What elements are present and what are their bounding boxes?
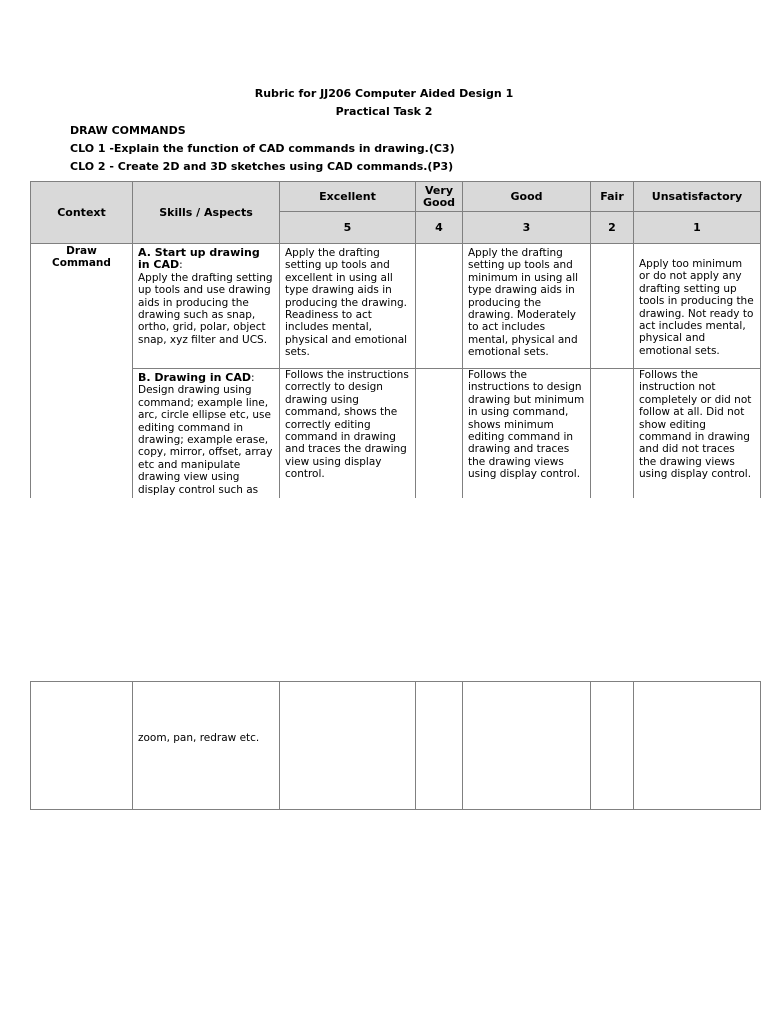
fair-cell bbox=[591, 369, 634, 499]
context-cell bbox=[31, 244, 133, 499]
document-subtitle: Practical Task 2 bbox=[335, 105, 433, 118]
good-cell bbox=[463, 682, 591, 810]
skill-title: A. Start up drawing in CAD bbox=[138, 246, 260, 272]
skill-description: Apply the drafting setting up tools and use drawing aids in producing the drawing such as snap, ortho, grid, polar, object snap, xyz filter and UCS. bbox=[138, 271, 273, 346]
table-row bbox=[31, 682, 761, 810]
unsatisfactory-cell bbox=[634, 244, 761, 369]
skill-cell bbox=[133, 244, 280, 369]
excellent-cell bbox=[280, 244, 416, 369]
section-heading: DRAW COMMANDS bbox=[70, 124, 186, 137]
document-title: Rubric for JJ206 Computer Aided Design 1 bbox=[254, 87, 514, 100]
very-good-cell bbox=[416, 682, 463, 810]
score-fair: 2 bbox=[591, 212, 634, 244]
header-unsatisfactory: Unsatisfactory bbox=[634, 182, 761, 212]
unsatisfactory-text: Apply too minimum or do not apply any drafting setting up tools in producing the drawing. Not ready to act includes mental, physical and emotional sets. bbox=[639, 258, 754, 357]
header-very-good: Very Good bbox=[416, 182, 463, 212]
very-good-text bbox=[416, 369, 462, 374]
fair-text bbox=[591, 244, 633, 249]
good-cell bbox=[463, 244, 591, 369]
header-excellent: Excellent bbox=[280, 182, 416, 212]
unsatisfactory-text: Follows the instruction not completely or did not follow at all. Did not show editing command in drawing and did not traces the drawing views using display control. bbox=[639, 369, 752, 481]
score-excellent: 5 bbox=[280, 212, 416, 244]
score-unsatisfactory: 1 bbox=[634, 212, 761, 244]
skill-cell bbox=[133, 369, 280, 499]
good-cell bbox=[463, 369, 591, 499]
context-cell bbox=[31, 682, 133, 810]
very-good-cell bbox=[416, 244, 463, 369]
fair-text bbox=[591, 369, 633, 374]
fair-cell bbox=[591, 682, 634, 810]
clo-2: CLO 2 - Create 2D and 3D sketches using CAD commands.(P3) bbox=[70, 160, 454, 173]
skill-continuation: zoom, pan, redraw etc. bbox=[138, 732, 260, 744]
header-fair: Fair bbox=[591, 182, 634, 212]
rubric-table bbox=[30, 181, 761, 498]
header-skills: Skills / Aspects bbox=[133, 182, 280, 244]
good-text: Follows the instructions to design drawing but minimum in using command, shows minimum editing command in drawing and traces the drawing views using display control. bbox=[468, 369, 585, 481]
fair-cell bbox=[591, 244, 634, 369]
skill-title: B. Drawing in CAD bbox=[138, 371, 251, 384]
skill-cell bbox=[133, 682, 280, 810]
header-good: Good bbox=[463, 182, 591, 212]
excellent-text: Apply the drafting setting up tools and excellent in using all type drawing aids in producing the drawing. Readiness to act includes mental, physical and emotional sets. bbox=[285, 247, 408, 359]
context-label: Draw Command bbox=[52, 245, 111, 270]
excellent-cell bbox=[280, 682, 416, 810]
skill-colon: : bbox=[251, 372, 255, 384]
clo-1: CLO 1 -Explain the function of CAD commands in drawing.(C3) bbox=[70, 142, 455, 155]
table-row bbox=[31, 244, 761, 369]
very-good-text bbox=[416, 244, 462, 249]
table-row bbox=[31, 369, 761, 499]
good-text: Apply the drafting setting up tools and minimum in using all type drawing aids in producing the drawing. Moderately to act includes mental, physical and emotional sets. bbox=[468, 247, 579, 359]
very-good-cell bbox=[416, 369, 463, 499]
unsatisfactory-cell bbox=[634, 369, 761, 499]
excellent-text: Follows the instructions correctly to design drawing using command, shows the correctly editing command in drawing and traces the drawing view using display control. bbox=[285, 369, 409, 481]
excellent-cell bbox=[280, 369, 416, 499]
unsatisfactory-cell bbox=[634, 682, 761, 810]
rubric-table-continued bbox=[30, 681, 761, 810]
score-good: 3 bbox=[463, 212, 591, 244]
skill-colon: : bbox=[179, 259, 183, 272]
header-context: Context bbox=[31, 182, 133, 244]
score-very-good: 4 bbox=[416, 212, 463, 244]
skill-description: Design drawing using command; example line, arc, circle ellipse etc, use editing command in drawing; example erase, copy, mirror, offset, array etc and manipulate drawing view using display control such as bbox=[138, 384, 273, 496]
